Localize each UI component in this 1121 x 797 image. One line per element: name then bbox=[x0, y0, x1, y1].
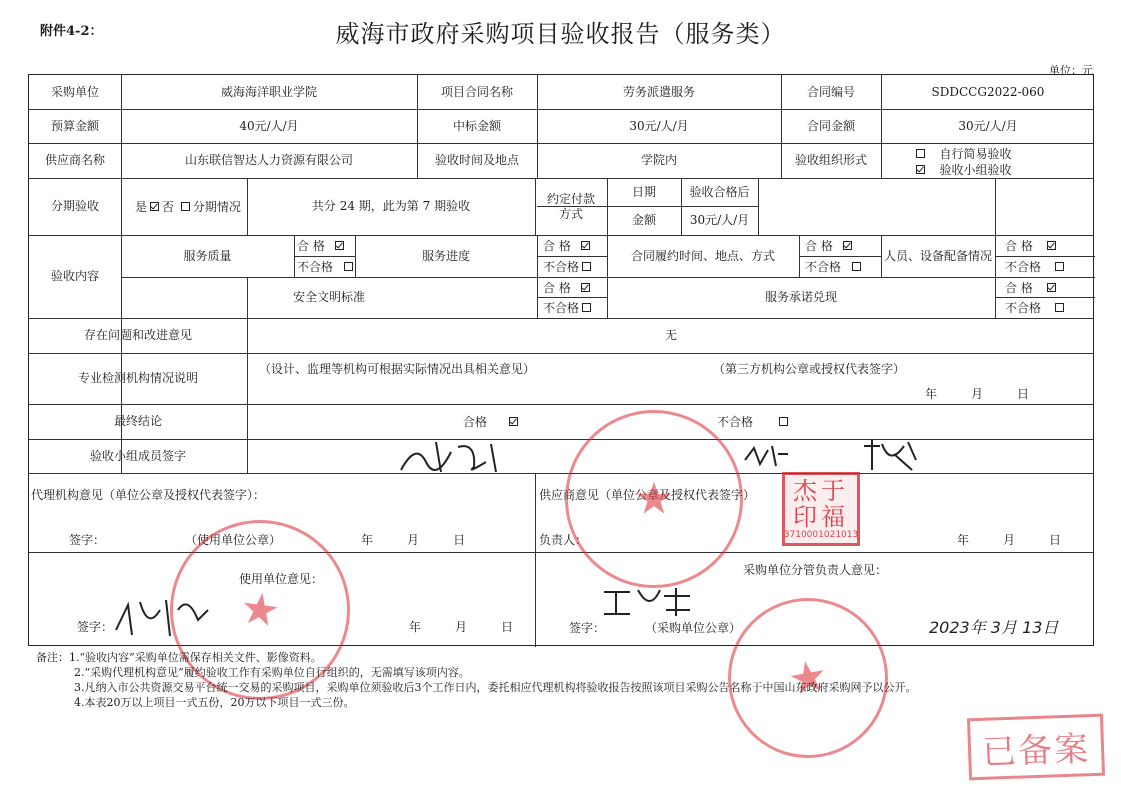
seal-star-icon: ★ bbox=[784, 649, 832, 707]
service-quality-fail[interactable] bbox=[297, 256, 356, 277]
supplier-date bbox=[957, 530, 1061, 548]
contract-perf-fail[interactable] bbox=[805, 256, 864, 277]
purchaser-head-date: 2023年 3月 13日 bbox=[929, 617, 1059, 637]
purchaser-head-seal-label: （采购单位公章） bbox=[645, 620, 742, 635]
conclusion-fail-label: 不合格 bbox=[717, 415, 754, 429]
service-quality-label: 服务质量 bbox=[183, 248, 232, 263]
pass-label: 合 格 bbox=[805, 239, 833, 253]
supplier-value: 山东联信智达人力资源有限公司 bbox=[184, 153, 353, 167]
org-option-self[interactable] bbox=[913, 145, 1011, 161]
supplier-label: 供应商名称 bbox=[44, 153, 105, 167]
contract-name-label: 项目合同名称 bbox=[440, 84, 513, 99]
user-unit-sign-label: 签字： bbox=[77, 619, 114, 634]
bid-label: 中标金额 bbox=[452, 118, 501, 133]
org-option-self-checkbox[interactable] bbox=[916, 149, 925, 158]
user-unit-day: 日 bbox=[501, 619, 514, 634]
payment-amount-value: 30元/人/月 bbox=[689, 213, 750, 227]
team-signature-2 bbox=[742, 440, 792, 470]
agency-sign bbox=[69, 530, 465, 548]
budget-label: 预算金额 bbox=[50, 118, 99, 133]
time-place-value: 学院内 bbox=[640, 153, 677, 167]
staged-label: 分期验收 bbox=[50, 199, 99, 213]
seal-code: 3710001021013 bbox=[783, 530, 859, 540]
supplier-year: 年 bbox=[957, 532, 970, 547]
pass-label: 合 格 bbox=[1005, 239, 1033, 253]
purchaser-label: 采购单位 bbox=[50, 84, 99, 99]
contract-name-value: 劳务派遣服务 bbox=[622, 84, 695, 99]
seal-name-line-2: 印福 bbox=[793, 503, 849, 531]
contract-amount-value: 30元/人/月 bbox=[958, 118, 1018, 133]
service-progress-fail[interactable] bbox=[543, 256, 594, 277]
contract-perf-fail-checkbox[interactable] bbox=[852, 262, 861, 271]
safety-label: 安全文明标准 bbox=[292, 290, 365, 304]
agency-seal-label: （使用单位公章） bbox=[185, 532, 282, 547]
pass-label: 合 格 bbox=[297, 239, 325, 253]
stage-info-label: 分期情况 bbox=[192, 200, 241, 214]
fail-label: 不合格 bbox=[297, 260, 334, 274]
supplier-person-label: 负责人： bbox=[539, 532, 588, 547]
inspection-note-left: （设计、监理等机构可根据实际情况出具相关意见） bbox=[259, 361, 536, 376]
fail-label: 不合格 bbox=[543, 260, 580, 274]
supplier-day: 日 bbox=[1049, 532, 1062, 547]
personal-seal-stamp bbox=[782, 472, 860, 546]
pass-label: 合 格 bbox=[543, 280, 571, 295]
purchaser-head-label: 采购单位分管负责人意见： bbox=[743, 562, 888, 577]
payment-label: 约定付款方式 bbox=[546, 191, 595, 221]
user-unit-signature bbox=[108, 590, 218, 645]
inspection-month: 月 bbox=[971, 386, 984, 401]
promise-pass-checkbox[interactable] bbox=[1047, 283, 1056, 292]
note-4: 4.本表20万以上项目一式五份，20万以下项目一式三份。 bbox=[74, 696, 355, 709]
conclusion-label: 最终结论 bbox=[113, 414, 162, 428]
team-label: 验收小组成员签字 bbox=[89, 448, 186, 463]
safety-fail-checkbox[interactable] bbox=[582, 303, 591, 312]
contract-amount-label: 合同金额 bbox=[806, 118, 855, 133]
conclusion-fail[interactable] bbox=[717, 404, 791, 439]
org-option-team-label: 验收小组验收 bbox=[939, 162, 1012, 177]
agency-sign-label: 签字： bbox=[69, 532, 106, 547]
promise-fail[interactable] bbox=[1005, 297, 1067, 318]
note-1: 备注：1.“验收内容”采购单位需保存相关文件、影像资料。 bbox=[36, 651, 322, 664]
org-option-self-label: 自行简易验收 bbox=[939, 146, 1012, 161]
user-unit-month: 月 bbox=[455, 619, 468, 634]
staged-no-checkbox[interactable] bbox=[181, 202, 190, 211]
agency-label: 代理机构意见（单位公章及授权代表签字）： bbox=[31, 487, 266, 502]
stage-info-value: 共分 24 期，此为第 7 期验收 bbox=[311, 199, 471, 213]
fail-label: 不合格 bbox=[1005, 260, 1042, 274]
service-progress-fail-checkbox[interactable] bbox=[582, 262, 591, 271]
filed-stamp: 已备案 bbox=[967, 714, 1105, 781]
agency-year: 年 bbox=[361, 532, 374, 547]
team-signature-3 bbox=[860, 436, 920, 476]
service-progress-pass-checkbox[interactable] bbox=[581, 241, 590, 250]
contract-no-label: 合同编号 bbox=[806, 84, 855, 99]
service-quality-pass[interactable] bbox=[297, 235, 347, 256]
staged-options[interactable] bbox=[135, 178, 241, 235]
promise-pass[interactable] bbox=[1005, 277, 1059, 297]
contract-perf-pass-checkbox[interactable] bbox=[843, 241, 852, 250]
contract-perf-pass[interactable] bbox=[805, 235, 855, 256]
payment-amount-label: 金额 bbox=[631, 213, 656, 227]
inspection-date bbox=[925, 383, 1029, 403]
seal-star-icon: ★ bbox=[236, 582, 284, 638]
user-unit-year: 年 bbox=[409, 619, 422, 634]
safety-pass[interactable] bbox=[543, 277, 593, 297]
inspection-note-right: （第三方机构公章或授权代表签字） bbox=[713, 361, 906, 376]
annex-label: 附件4-2： bbox=[40, 24, 103, 39]
conclusion-pass-label: 合格 bbox=[463, 415, 488, 429]
inspection-day: 日 bbox=[1017, 386, 1030, 401]
pass-label: 合 格 bbox=[1005, 280, 1033, 295]
service-progress-label: 服务进度 bbox=[421, 248, 470, 263]
unit-label: 单位：元 bbox=[1049, 64, 1093, 77]
promise-fail-checkbox[interactable] bbox=[1055, 303, 1064, 312]
contract-no-value: SDDCCG2022-060 bbox=[931, 84, 1045, 99]
pass-label: 合 格 bbox=[543, 239, 571, 253]
payment-date-value: 验收合格后 bbox=[689, 184, 750, 199]
budget-value: 40元/人/月 bbox=[239, 118, 299, 133]
inspection-year: 年 bbox=[925, 386, 938, 401]
payment-date-label: 日期 bbox=[631, 184, 656, 199]
content-label: 验收内容 bbox=[50, 269, 99, 283]
user-unit-label: 使用单位意见： bbox=[239, 571, 324, 586]
conclusion-pass-checkbox[interactable] bbox=[509, 417, 518, 426]
purchaser-head-signature bbox=[600, 582, 700, 622]
supplier-month: 月 bbox=[1003, 532, 1016, 547]
time-place-label: 验收时间及地点 bbox=[434, 153, 519, 167]
safety-fail[interactable] bbox=[543, 297, 594, 318]
purchaser-value: 威海海洋职业学院 bbox=[220, 84, 317, 99]
promise-label: 服务承诺兑现 bbox=[764, 290, 837, 304]
seal-star-icon: ★ bbox=[634, 473, 674, 525]
seal-name-line-1: 杰于 bbox=[793, 477, 849, 505]
issues-label: 存在问题和改进意见 bbox=[83, 328, 192, 342]
bid-value: 30元/人/月 bbox=[629, 118, 689, 133]
fail-label: 不合格 bbox=[805, 260, 842, 274]
staged-yes-checkbox[interactable] bbox=[150, 202, 159, 211]
issues-value: 无 bbox=[664, 328, 677, 342]
org-option-team-checkbox[interactable] bbox=[916, 165, 925, 174]
staffing-fail[interactable] bbox=[1005, 256, 1067, 277]
note-3: 3.凡纳入市公共资源交易平台统一交易的采购项目，采购单位须验收后3个工作日内，委托相应代理机构将验收报告按照该项目采购公告名称于中国山东政府采购网予以公开。 bbox=[74, 681, 917, 694]
staged-no-label: 否 bbox=[162, 200, 175, 214]
team-signature-1 bbox=[396, 432, 506, 482]
report-table bbox=[28, 74, 1094, 646]
contract-perf-label: 合同履约时间、地点、方式 bbox=[630, 248, 775, 263]
note-2: 2.“采购代理机构意见”履约验收工作有采购单位自行组织的，无需填写该项内容。 bbox=[74, 666, 470, 679]
staged-yes-label: 是 bbox=[135, 200, 148, 214]
service-quality-fail-checkbox[interactable] bbox=[344, 262, 353, 271]
fail-label: 不合格 bbox=[1005, 301, 1042, 315]
staffing-fail-checkbox[interactable] bbox=[1055, 262, 1064, 271]
staffing-pass-checkbox[interactable] bbox=[1047, 241, 1056, 250]
fail-label: 不合格 bbox=[543, 301, 580, 315]
staffing-label: 人员、设备配备情况 bbox=[883, 248, 992, 263]
notes-section bbox=[36, 650, 917, 710]
org-option-team[interactable] bbox=[913, 161, 1011, 177]
page-title: 威海市政府采购项目验收报告（服务类） bbox=[335, 20, 786, 48]
conclusion-fail-checkbox[interactable] bbox=[779, 417, 788, 426]
safety-pass-checkbox[interactable] bbox=[581, 283, 590, 292]
service-quality-pass-checkbox[interactable] bbox=[335, 241, 344, 250]
service-progress-pass[interactable] bbox=[543, 235, 593, 256]
agency-day: 日 bbox=[453, 532, 466, 547]
supplier-opinion-label: 供应商意见（单位公章及授权代表签字） bbox=[539, 487, 756, 502]
inspection-label: 专业检测机构情况说明 bbox=[77, 371, 198, 385]
agency-month: 月 bbox=[407, 532, 420, 547]
org-form-label: 验收组织形式 bbox=[794, 153, 867, 167]
staffing-pass[interactable] bbox=[1005, 235, 1059, 256]
purchaser-head-sign-label: 签字： bbox=[569, 620, 606, 635]
